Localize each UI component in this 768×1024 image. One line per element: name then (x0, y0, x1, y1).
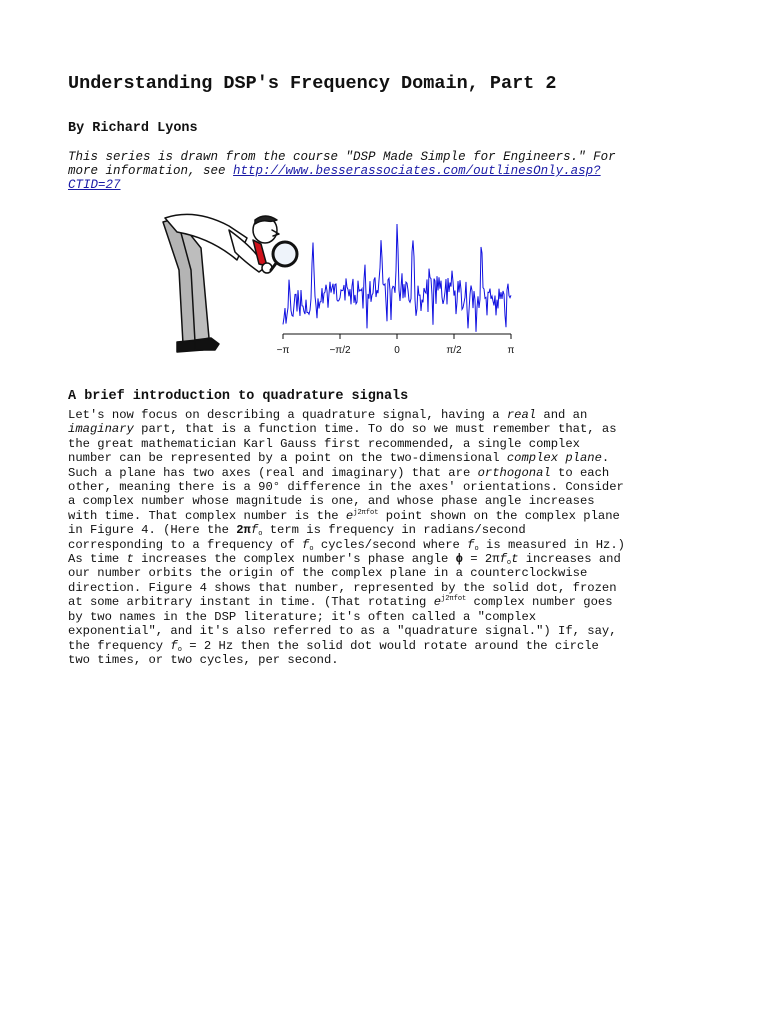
body-text-run: = 2 Hz then the solid dot would rotate around the circle two times, or two cycles, per second. (68, 638, 599, 667)
body-text-i-run: f (302, 537, 310, 552)
body-text-run: Let's now focus on describing a quadrature signal, having a (68, 408, 507, 422)
body-text-b-run: 2π (236, 523, 251, 538)
spectrum-plot (277, 224, 515, 356)
body-text-sub-run: o (309, 544, 314, 553)
body-text-run: to each other, meaning there is a 90° difference in the axes' orientations. Consider a complex number whose magnitude is one, and whose phase angle increases with time. That complex number is the (68, 465, 624, 523)
body-text-i-run: f (499, 552, 507, 567)
body-text-i-run: complex plane (506, 451, 602, 466)
body-text-run: is measured in Hz.) As time (68, 537, 625, 567)
spectrum-illustration (155, 208, 520, 358)
body-text-sup-run: j2πfot (441, 595, 467, 604)
body-text-run: = 2π (462, 552, 500, 567)
body-text-i-run: t (126, 552, 134, 567)
body-text-i-run: t (511, 552, 519, 567)
body-text-i-run: e (433, 595, 442, 610)
body-text-b-run: ϕ (455, 552, 463, 567)
body-text-sup-run: j2πfot (353, 508, 379, 517)
body-text-sub-run: o (258, 530, 263, 539)
x-tick-label: 0 (394, 345, 400, 356)
body-text-run: increases the complex number's phase angle (133, 552, 456, 567)
body-text-i-run: f (250, 523, 259, 538)
body-text-i-run: f (467, 537, 475, 552)
article-title: Understanding DSP's Frequency Domain, Part 2 (68, 73, 557, 94)
body-text-i-run: real (506, 408, 537, 422)
x-tick-label: −π (276, 345, 290, 356)
body-text-run: cycles/second where (313, 537, 468, 552)
body-text-i-run: f (170, 638, 178, 653)
body-text-i-run: e (345, 508, 354, 523)
article-byline: By Richard Lyons (68, 121, 198, 136)
body-text-run: and an (536, 408, 588, 422)
body-text-i-run: imaginary (68, 422, 134, 437)
body-text-i-run: orthogonal (477, 465, 551, 480)
body-text-run: . Such a plane has two axes (real and imaginary) that are (68, 451, 610, 480)
body-text-run: increases and our number orbits the origin of the complex plane in a counterclockwise direction. Figure 4 shows that number, represented by the solid dot, frozen at some arbitrary instant in time. (That rotating (68, 552, 621, 610)
x-tick-label: π (507, 345, 515, 356)
body-text-run: term is frequency in radians/second corresponding to a frequency of (68, 523, 526, 552)
man-with-magnifying-glass-icon (163, 214, 297, 352)
body-text-run: part, that is a function time. To do so we must remember that, as the great mathematician Karl Gauss first recommended, a single complex number can be represented by a point on the two-dimensional (68, 422, 617, 466)
spectrum-figure (155, 208, 520, 363)
body-text-sub-run: o (177, 645, 182, 654)
spectrum-line (283, 224, 511, 332)
body-paragraph (68, 408, 628, 667)
intro-paragraph (68, 150, 628, 192)
body-text-run: complex number goes by two names in the DSP literature; it's often called a "complex exponential", and it's also referred to as a "quadrature signal.") If, say, the frequency (68, 595, 617, 653)
section-heading: A brief introduction to quadrature signals (68, 389, 409, 404)
course-link[interactable]: http://www.besserassociates.com/outlinesOnly.asp?CTID=27 (68, 164, 601, 192)
x-tick-label: −π/2 (329, 345, 351, 356)
intro-text: This series is drawn from the course "DSP Made Simple for Engineers." For more information, see (68, 150, 616, 178)
body-text-sub-run: o (506, 559, 512, 568)
x-tick-label: π/2 (446, 345, 462, 356)
body-text-run: point shown on the complex plane in Figure 4. (Here the (68, 508, 620, 538)
body-text-sub-run: o (474, 544, 479, 553)
